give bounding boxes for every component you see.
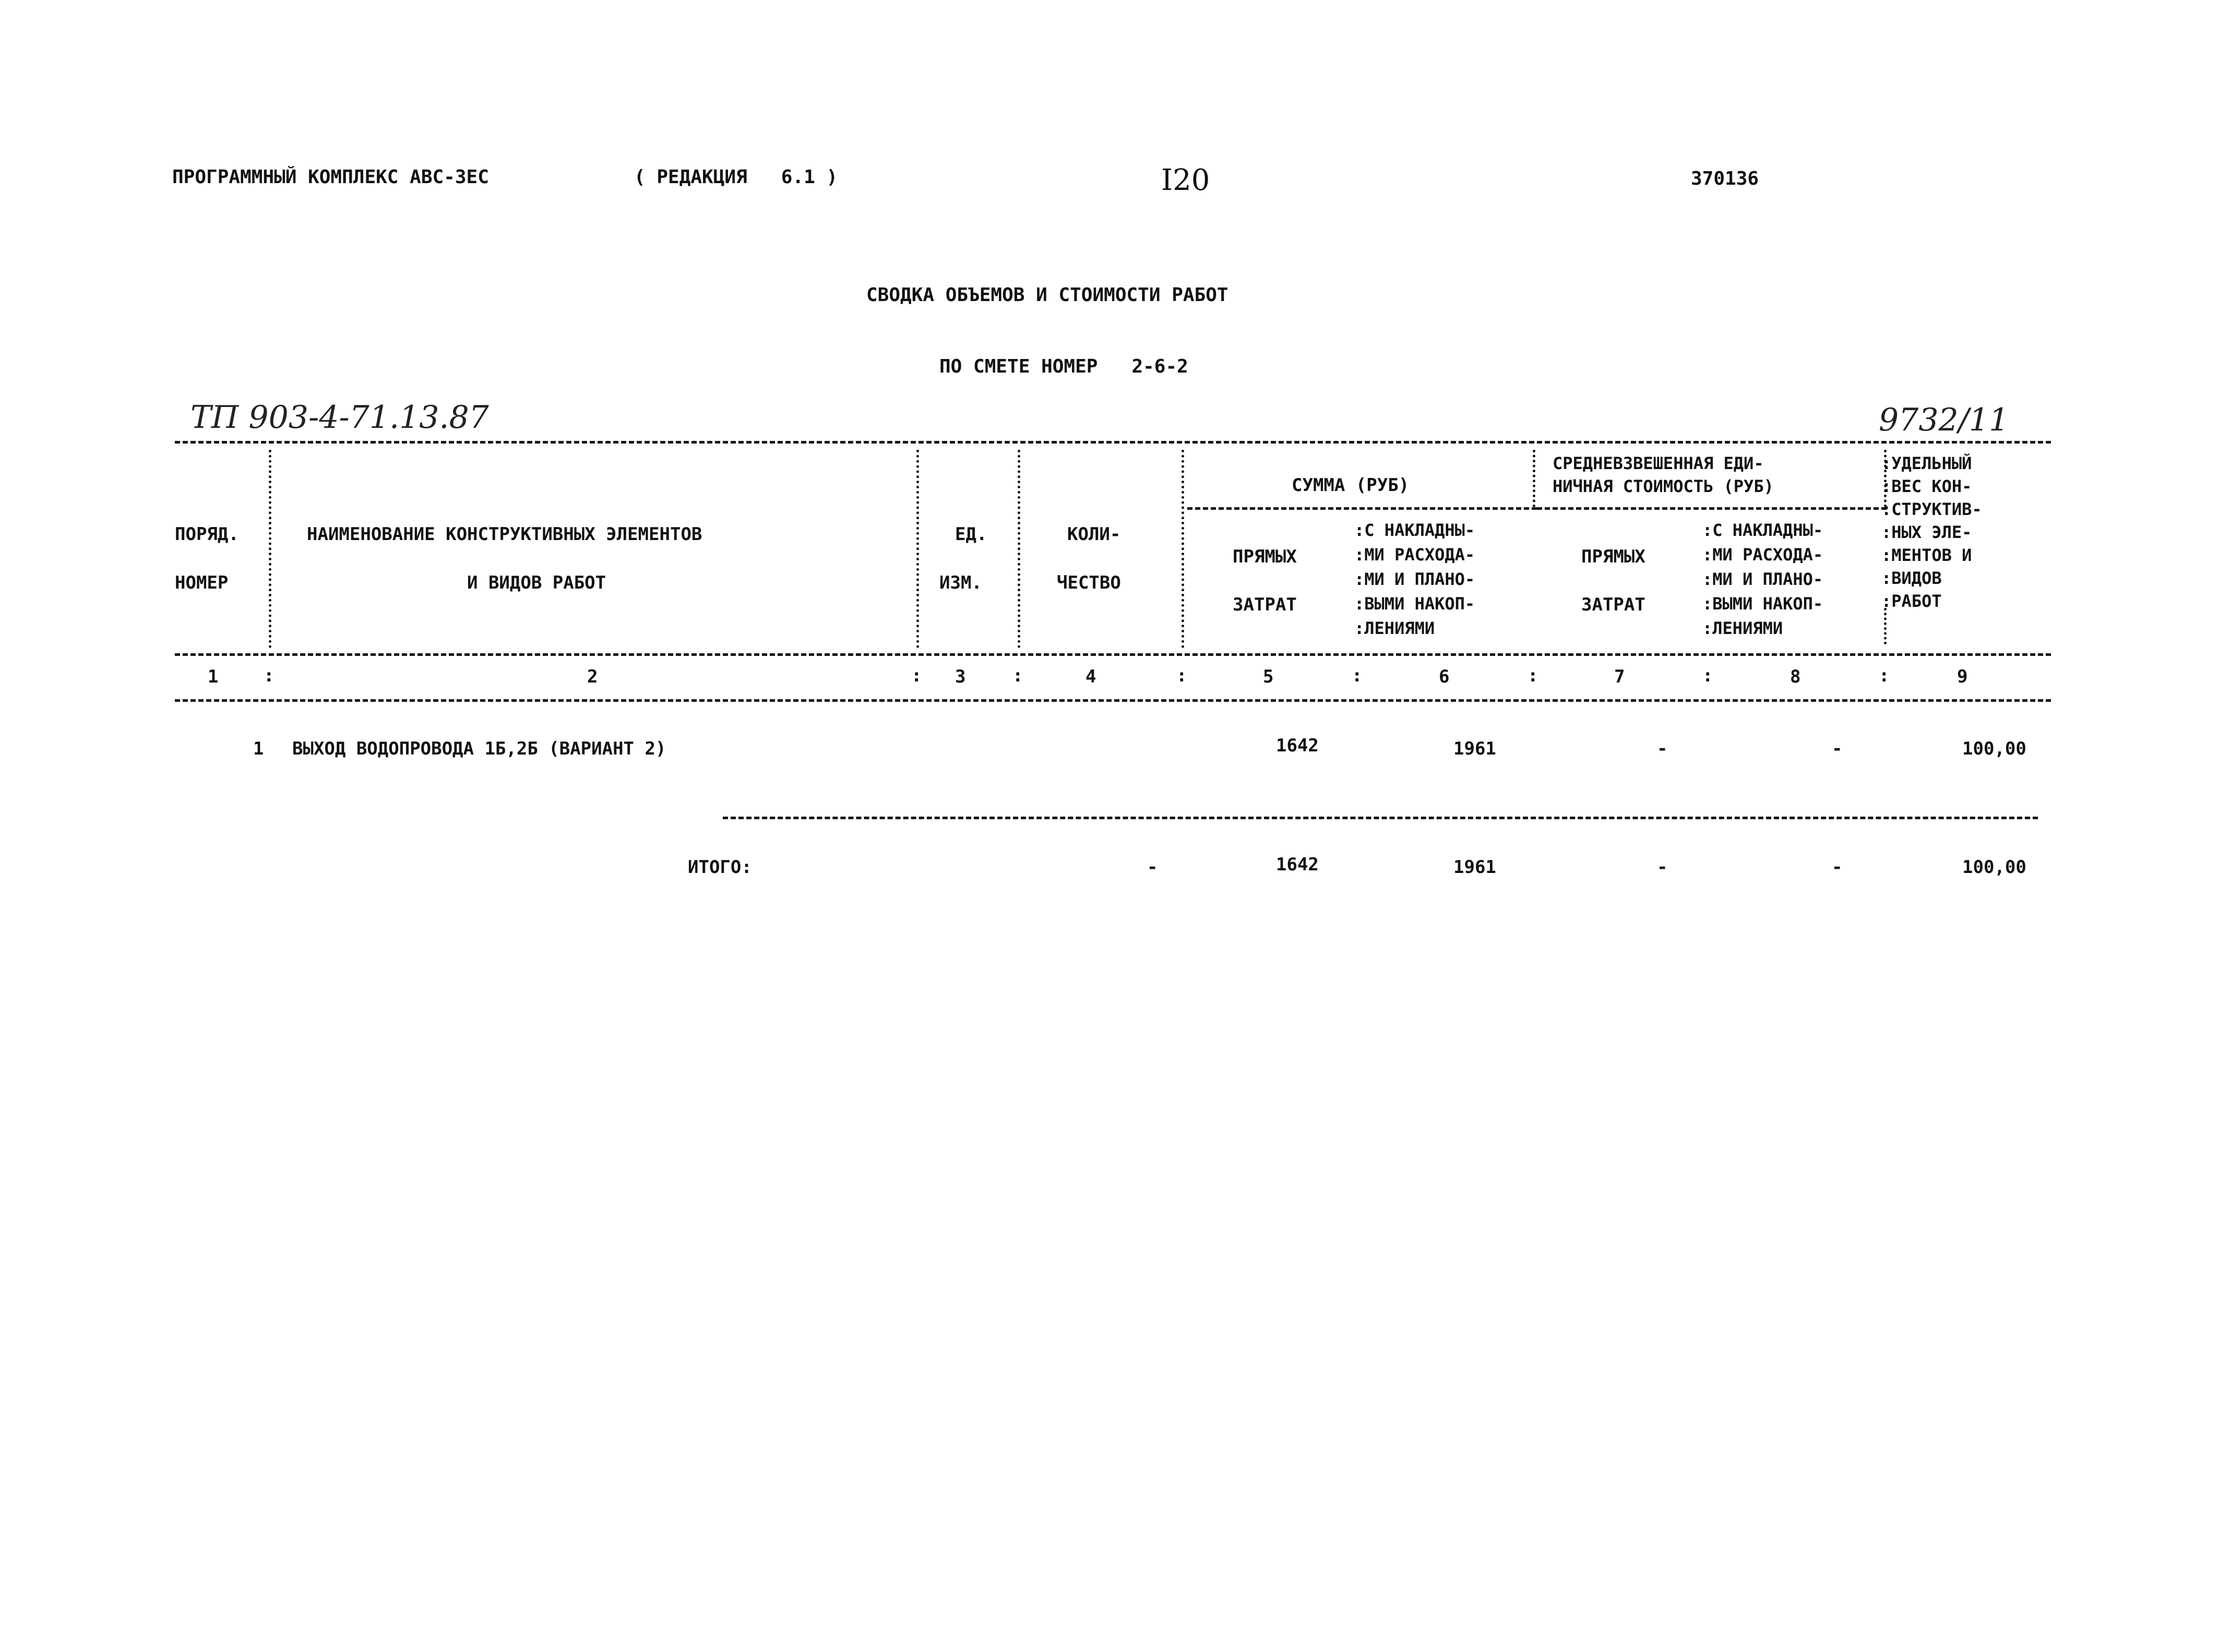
page-number: I20 — [1161, 163, 1210, 197]
header-overhead-line1: :С НАКЛАДНЫ- — [1354, 520, 1475, 540]
total-avg-direct: - — [1657, 857, 1668, 878]
table-row-overhead: 1961 — [1453, 738, 1496, 759]
column-separator — [269, 450, 271, 648]
header-avg-overhead-line1: :С НАКЛАДНЫ- — [1702, 520, 1823, 540]
column-number-separator: : — [264, 665, 275, 686]
column-numbers-bottom-rule — [175, 699, 2051, 702]
column-number-5: 5 — [1263, 666, 1274, 687]
header-name-line1: НАИМЕНОВАНИЕ КОНСТРУКТИВНЫХ ЭЛЕМЕНТОВ — [307, 524, 702, 545]
column-separator — [1884, 608, 1887, 644]
handwritten-project-code: ТП 903-4-71.13.87 — [190, 399, 489, 436]
table-row-share: 100,00 — [1962, 738, 2026, 759]
column-number-4: 4 — [1085, 666, 1096, 687]
header-sum-group: СУММА (РУБ) — [1292, 475, 1410, 496]
header-overhead-line4: :ВЫМИ НАКОП- — [1354, 594, 1475, 614]
header-share-line7: :РАБОТ — [1881, 591, 1942, 611]
table-row-name: ВЫХОД ВОДОПРОВОДА 1Б,2Б (ВАРИАНТ 2) — [292, 738, 666, 759]
header-overhead-line5: :ЛЕНИЯМИ — [1354, 618, 1435, 638]
header-avg-direct-line2: ЗАТРАТ — [1581, 594, 1645, 615]
column-number-2: 2 — [587, 666, 598, 687]
total-quantity: - — [1147, 857, 1158, 878]
column-separator — [916, 450, 919, 648]
column-number-separator: : — [1528, 665, 1538, 686]
header-share-line3: :СТРУКТИВ- — [1881, 499, 1982, 519]
column-number-8: 8 — [1790, 666, 1801, 687]
header-avg-overhead-line3: :МИ И ПЛАНО- — [1702, 569, 1823, 589]
column-number-1: 1 — [208, 666, 219, 687]
header-quantity-line2: ЧЕСТВО — [1057, 572, 1121, 593]
header-row-number-line2: НОМЕР — [175, 572, 229, 593]
avg-group-rule — [1537, 507, 1887, 510]
header-bottom-rule — [175, 653, 2051, 656]
column-separator — [1533, 450, 1535, 507]
header-avg-group-line2: НИЧНАЯ СТОИМОСТЬ (РУБ) — [1553, 476, 1774, 496]
handwritten-archive-number: 9732/11 — [1879, 402, 2009, 438]
header-overhead-line3: :МИ И ПЛАНО- — [1354, 569, 1475, 589]
table-row-avg-direct: - — [1657, 738, 1668, 759]
column-number-separator: : — [1352, 665, 1363, 686]
header-share-line5: :МЕНТОВ И — [1881, 545, 1972, 565]
column-number-3: 3 — [955, 666, 966, 687]
column-number-separator: : — [1879, 665, 1890, 686]
header-avg-direct-line1: ПРЯМЫХ — [1581, 546, 1645, 567]
column-number-separator: : — [911, 665, 922, 686]
header-row-number-line1: ПОРЯД. — [175, 524, 239, 545]
column-number-6: 6 — [1439, 666, 1450, 687]
estimate-number-title: ПО СМЕТЕ НОМЕР 2-6-2 — [939, 356, 1188, 377]
total-direct-costs: 1642 — [1276, 854, 1319, 875]
column-number-7: 7 — [1614, 666, 1625, 687]
header-direct-costs-line2: ЗАТРАТ — [1233, 594, 1297, 615]
header-direct-costs-line1: ПРЯМЫХ — [1233, 546, 1297, 567]
column-number-separator: : — [1176, 665, 1187, 686]
report-title: СВОДКА ОБЪЕМОВ И СТОИМОСТИ РАБОТ — [866, 284, 1228, 306]
table-row-number: 1 — [253, 738, 264, 759]
header-share-line4: :НЫХ ЭЛЕ- — [1881, 522, 1972, 542]
program-name: ПРОГРАММНЫЙ КОМПЛЕКС АВС-3ЕС — [172, 166, 489, 188]
header-name-line2: И ВИДОВ РАБОТ — [467, 572, 606, 593]
column-number-9: 9 — [1957, 666, 1968, 687]
column-separator — [1018, 450, 1020, 648]
table-row-direct-costs: 1642 — [1276, 735, 1319, 756]
program-edition: ( РЕДАКЦИЯ 6.1 ) — [634, 166, 838, 188]
total-overhead: 1961 — [1453, 857, 1496, 878]
column-number-separator: : — [1012, 665, 1023, 686]
header-quantity-line1: КОЛИ- — [1067, 524, 1121, 545]
total-separator-rule — [723, 817, 2038, 819]
header-avg-overhead-line4: :ВЫМИ НАКОП- — [1702, 594, 1823, 614]
header-share-line1: :УДЕЛЬНЫЙ — [1881, 453, 1972, 473]
header-unit-line2: ИЗМ. — [939, 572, 982, 593]
header-unit-line1: ЕД. — [955, 524, 987, 545]
header-overhead-line2: :МИ РАСХОДА- — [1354, 545, 1475, 565]
header-share-line2: :ВЕС КОН- — [1881, 476, 1972, 496]
document-code: 370136 — [1691, 168, 1759, 189]
header-share-line6: :ВИДОВ — [1881, 568, 1942, 588]
header-avg-overhead-line5: :ЛЕНИЯМИ — [1702, 618, 1783, 638]
column-separator — [1182, 450, 1184, 648]
sum-group-rule — [1187, 507, 1537, 510]
column-number-separator: : — [1702, 665, 1713, 686]
table-top-rule — [175, 441, 2051, 444]
total-label: ИТОГО: — [688, 857, 752, 878]
header-avg-group-line1: СРЕДНЕВЗВЕШЕННАЯ ЕДИ- — [1553, 453, 1764, 473]
header-avg-overhead-line2: :МИ РАСХОДА- — [1702, 545, 1823, 565]
table-row-avg-overhead: - — [1832, 738, 1843, 759]
total-share: 100,00 — [1962, 857, 2026, 878]
total-avg-overhead: - — [1832, 857, 1843, 878]
